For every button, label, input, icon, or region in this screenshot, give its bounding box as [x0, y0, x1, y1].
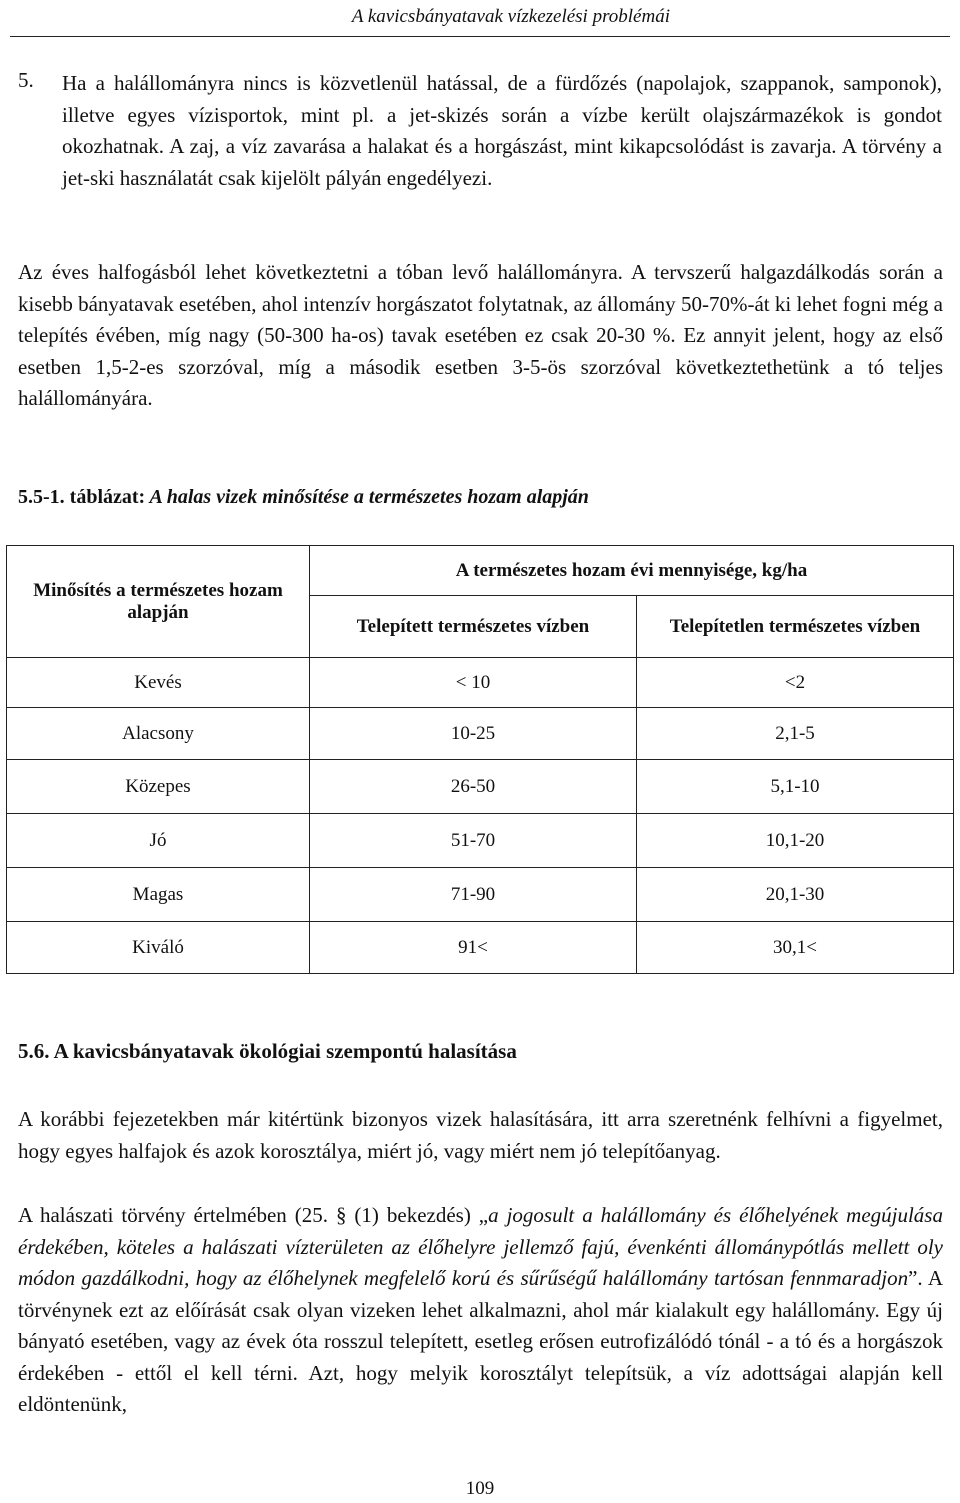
- cell-rating: Kiváló: [7, 922, 310, 974]
- table-header-group: A természetes hozam évi mennyisége, kg/ha: [310, 546, 954, 596]
- cell-rating: Kevés: [7, 658, 310, 708]
- paragraph-halfogas: Az éves halfogásból lehet következtetni a tóban levő halállományra. A tervszerű halgazdálkodás során a kisebb bányatavak esetében, ahol intenzív horgászatot folytatnak, az állomány 50-70%-át ki lehet fogni még a telepítés évében, míg nagy (50-300 ha-os) tavak esetében ez csak 20-30 %. Ez annyit jelent, hogy az első esetben 1,5-2-es szorzóval, míg a második esetben 3-5-ös szorzóval következtethetünk a tó teljes halállományára.: [18, 260, 943, 410]
- table-caption-number: 5.5-1. táblázat:: [18, 486, 146, 508]
- table-row: [7, 922, 954, 974]
- cell-stocked: 10-25: [310, 708, 637, 760]
- cell-rating: Magas: [7, 868, 310, 922]
- cell-stocked: 26-50: [310, 760, 637, 814]
- running-title: A kavicsbányatavak vízkezelési problémái: [351, 6, 670, 27]
- list-item-text: Ha a halállományra nincs is közvetlenül hatással, de a fürdőzés (napolajok, szappanok, samponok), illetve egyes vízisportok, mint pl. a jet-skizés során a vízbe került olajszármazékok is gondot okozhatnak. A zaj, a víz zavarása a halakat és a horgászást, mint kikapcsolódást is zavarja. A törvény a jet-ski használatát csak kijelölt pályán engedélyezi.: [62, 71, 942, 190]
- page-number: 109: [465, 1478, 495, 1499]
- cell-unstocked: 20,1-30: [637, 868, 954, 922]
- table-row: [7, 868, 954, 922]
- cell-unstocked: 2,1-5: [637, 708, 954, 760]
- cell-stocked: < 10: [310, 658, 637, 708]
- table-header-rating: Minősítés a természetes hozam alapján: [7, 546, 310, 658]
- law-rest-text: ”. A törvénynek ezt az előírását csak olyan vizeken lehet alkalmazni, ahol már kialakult egy halállomány. Egy új bányató esetében, vagy az évek óta rosszul telepített, esetleg erősen eutrofizálódó tónál - a tó és a horgászok érdekében - ettől el kell térni. Azt, hogy melyik korosztályt telepítsük, a víz adottságai alapján kell eldöntenünk,: [18, 1266, 944, 1416]
- law-lead-text: A halászati törvény értelmében (25. § (1) bekezdés) „: [18, 1203, 489, 1227]
- table-caption-text: A halas vizek minősítése a természetes hozam alapján: [145, 486, 589, 508]
- table-row: [7, 658, 954, 708]
- table-header-unstocked: Telepítetlen természetes vízben: [637, 596, 954, 658]
- cell-unstocked: 10,1-20: [637, 814, 954, 868]
- law-quote: a jogosult a halállomány és élőhelyének megújulása érdekében, köteles a halászati vízterületen az élőhelyre jellemző fajú, évenkénti állománypótlás mellett oly módon gazdálkodni, hogy az élőhelynek megfelelő korú és sűrűségű halállomány tartósan fennmaradjon: [18, 1203, 943, 1290]
- cell-rating: Közepes: [7, 760, 310, 814]
- table-header-stocked: Telepített természetes vízben: [310, 596, 637, 658]
- cell-rating: Jó: [7, 814, 310, 868]
- section-title: 5.6. A kavicsbányatavak ökológiai szempontú halasítása: [18, 1039, 517, 1063]
- yield-rating-table: [6, 545, 954, 974]
- cell-stocked: 91<: [310, 922, 637, 974]
- table-caption: [18, 486, 589, 509]
- page-header: [0, 0, 960, 38]
- cell-stocked: 71-90: [310, 868, 637, 922]
- table-row: [7, 814, 954, 868]
- cell-unstocked: 30,1<: [637, 922, 954, 974]
- table-row: [7, 708, 954, 760]
- paragraph-torveny: [18, 1200, 943, 1421]
- cell-unstocked: 5,1-10: [637, 760, 954, 814]
- header-divider: [10, 36, 950, 37]
- cell-rating: Alacsony: [7, 708, 310, 760]
- list-item-number: 5.: [18, 68, 34, 92]
- table-row: [7, 760, 954, 814]
- cell-stocked: 51-70: [310, 814, 637, 868]
- cell-unstocked: <2: [637, 658, 954, 708]
- paragraph-halasitas: A korábbi fejezetekben már kitértünk bizonyos vizek halasítására, itt arra szeretnénk felhívni a figyelmet, hogy egyes halfajok és azok korosztálya, miért jó, vagy miért nem jó telepítőanyag.: [18, 1107, 943, 1163]
